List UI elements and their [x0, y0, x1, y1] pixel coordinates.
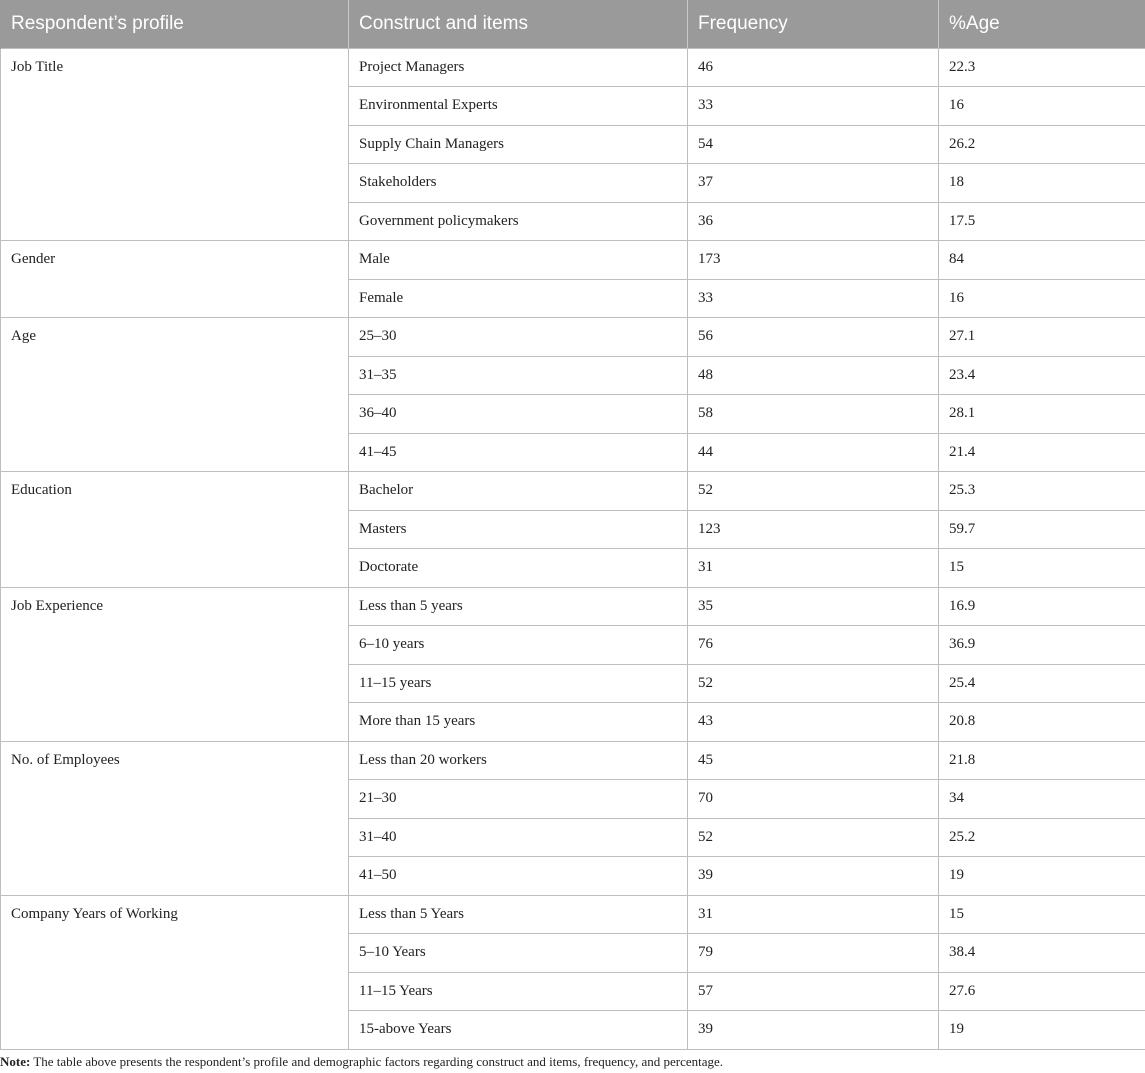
item-cell: 31–40: [349, 818, 688, 857]
table-body: [1, 48, 1145, 1049]
item-cell: Female: [349, 279, 688, 318]
item-cell: More than 15 years: [349, 703, 688, 742]
percentage-cell: 19: [939, 857, 1145, 896]
header-percentage: %Age: [939, 0, 1145, 48]
frequency-cell: 173: [688, 241, 939, 280]
percentage-cell: 23.4: [939, 356, 1145, 395]
frequency-cell: 54: [688, 125, 939, 164]
frequency-cell: 33: [688, 87, 939, 126]
item-cell: 41–50: [349, 857, 688, 896]
item-cell: Less than 20 workers: [349, 741, 688, 780]
frequency-cell: 31: [688, 549, 939, 588]
table-row: [1, 472, 1145, 511]
table-header: [1, 0, 1145, 48]
table-row: [1, 895, 1145, 934]
frequency-cell: 36: [688, 202, 939, 241]
item-cell: Less than 5 Years: [349, 895, 688, 934]
frequency-cell: 31: [688, 895, 939, 934]
frequency-cell: 48: [688, 356, 939, 395]
note-label: Note:: [0, 1054, 31, 1069]
item-cell: Bachelor: [349, 472, 688, 511]
percentage-cell: 17.5: [939, 202, 1145, 241]
frequency-cell: 35: [688, 587, 939, 626]
percentage-cell: 16: [939, 279, 1145, 318]
percentage-cell: 25.3: [939, 472, 1145, 511]
percentage-cell: 28.1: [939, 395, 1145, 434]
percentage-cell: 25.2: [939, 818, 1145, 857]
item-cell: Masters: [349, 510, 688, 549]
frequency-cell: 79: [688, 934, 939, 973]
percentage-cell: 84: [939, 241, 1145, 280]
item-cell: Doctorate: [349, 549, 688, 588]
item-cell: 31–35: [349, 356, 688, 395]
frequency-cell: 37: [688, 164, 939, 203]
item-cell: 11–15 Years: [349, 972, 688, 1011]
profile-category-cell: Job Experience: [1, 587, 349, 741]
percentage-cell: 21.4: [939, 433, 1145, 472]
profile-category-cell: Job Title: [1, 48, 349, 241]
frequency-cell: 39: [688, 1011, 939, 1050]
profile-category-cell: Gender: [1, 241, 349, 318]
percentage-cell: 25.4: [939, 664, 1145, 703]
item-cell: Stakeholders: [349, 164, 688, 203]
percentage-cell: 15: [939, 895, 1145, 934]
item-cell: 11–15 years: [349, 664, 688, 703]
note-text: The table above presents the respondent’s profile and demographic factors regarding construct and items, frequency, and percentage.: [30, 1054, 724, 1069]
header-row: [1, 0, 1145, 48]
header-respondent-profile: Respondent’s profile: [1, 0, 349, 48]
frequency-cell: 123: [688, 510, 939, 549]
table-row: [1, 587, 1145, 626]
frequency-cell: 43: [688, 703, 939, 742]
item-cell: 15-above Years: [349, 1011, 688, 1050]
frequency-cell: 46: [688, 48, 939, 87]
frequency-cell: 52: [688, 664, 939, 703]
percentage-cell: 20.8: [939, 703, 1145, 742]
table-row: [1, 241, 1145, 280]
profile-category-cell: Education: [1, 472, 349, 588]
percentage-cell: 34: [939, 780, 1145, 819]
frequency-cell: 52: [688, 818, 939, 857]
frequency-cell: 52: [688, 472, 939, 511]
percentage-cell: 16.9: [939, 587, 1145, 626]
frequency-cell: 58: [688, 395, 939, 434]
percentage-cell: 22.3: [939, 48, 1145, 87]
frequency-cell: 76: [688, 626, 939, 665]
profile-category-cell: Company Years of Working: [1, 895, 349, 1049]
item-cell: 5–10 Years: [349, 934, 688, 973]
percentage-cell: 36.9: [939, 626, 1145, 665]
header-construct-and-items: Construct and items: [349, 0, 688, 48]
percentage-cell: 27.1: [939, 318, 1145, 357]
item-cell: 25–30: [349, 318, 688, 357]
item-cell: Government policymakers: [349, 202, 688, 241]
item-cell: 36–40: [349, 395, 688, 434]
table-row: [1, 48, 1145, 87]
percentage-cell: 21.8: [939, 741, 1145, 780]
table-row: [1, 741, 1145, 780]
item-cell: Less than 5 years: [349, 587, 688, 626]
frequency-cell: 45: [688, 741, 939, 780]
frequency-cell: 33: [688, 279, 939, 318]
percentage-cell: 26.2: [939, 125, 1145, 164]
frequency-cell: 70: [688, 780, 939, 819]
frequency-cell: 56: [688, 318, 939, 357]
percentage-cell: 59.7: [939, 510, 1145, 549]
profile-category-cell: No. of Employees: [1, 741, 349, 895]
item-cell: 41–45: [349, 433, 688, 472]
percentage-cell: 18: [939, 164, 1145, 203]
item-cell: Project Managers: [349, 48, 688, 87]
profile-category-cell: Age: [1, 318, 349, 472]
frequency-cell: 57: [688, 972, 939, 1011]
item-cell: Supply Chain Managers: [349, 125, 688, 164]
frequency-cell: 44: [688, 433, 939, 472]
table-note: [0, 1054, 723, 1070]
header-frequency: Frequency: [688, 0, 939, 48]
percentage-cell: 19: [939, 1011, 1145, 1050]
item-cell: Environmental Experts: [349, 87, 688, 126]
table-row: [1, 318, 1145, 357]
percentage-cell: 15: [939, 549, 1145, 588]
item-cell: 6–10 years: [349, 626, 688, 665]
percentage-cell: 27.6: [939, 972, 1145, 1011]
percentage-cell: 16: [939, 87, 1145, 126]
frequency-cell: 39: [688, 857, 939, 896]
item-cell: 21–30: [349, 780, 688, 819]
item-cell: Male: [349, 241, 688, 280]
percentage-cell: 38.4: [939, 934, 1145, 973]
